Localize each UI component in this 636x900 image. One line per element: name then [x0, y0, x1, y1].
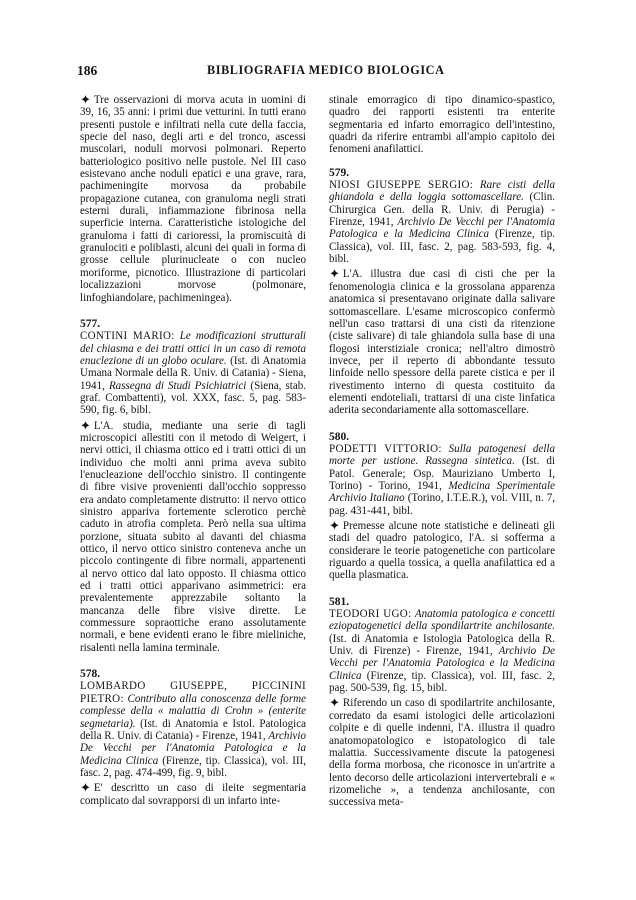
journal-title: Archivio De Vecchi per l'Anatomia Patologica e la Medicina Clinica — [329, 645, 556, 682]
abstract — [329, 697, 555, 808]
four-pointed-star-icon: ✦ — [80, 780, 91, 796]
page-number: 186 — [77, 63, 98, 78]
entry-579 — [329, 167, 555, 417]
citation-details: (Ist. di Anatomia Umana Normale della R. Univ. di Catania) - Siena, 1941, — [80, 354, 307, 392]
four-pointed-star-icon: ✦ — [80, 417, 91, 433]
abstract-text: Tre osservazioni di morva acuta in uomini di 39, 16, 35 anni: i primi due vetturini. In tutti erano presenti pustole e infiltrati nella cute della faccia, specie del naso, degli arti e del tronco, ascessi muscolari, noduli morvosi polmonari. Reperto batteriologico positivo nelle pustole. Nel III caso esistevano anche noduli epatici e una grave, rara, pachimeningite morvosa da probabile propagazione cutanea, con granuloma negli strati esterni durali, infiammazione fibrinosa nella superficie interna. Caratteristiche istologiche del granuloma i fatti di carioressi, la promiscuità di granulociti e poliblasti, alcuni dei quali in forma di grosse cellule plurinucleate o con nucleo moriforme, picnotico. Illustrazione di particolari localizzazioni morvose (polmonare, linfoghiandolare, pachimeningea). — [80, 94, 306, 304]
citation-details: (Ist. di Anatomia e Istologia Patologica della R. Univ. di Firenze) - Firenze, 1941, — [329, 632, 555, 658]
entry-number: 578. — [80, 668, 101, 681]
running-title: BIBLIOGRAFIA MEDICO BIOLOGICA — [207, 63, 445, 77]
abstract-text: Riferendo un caso di spodilartrite anchilosante, corredato da esami istologici delle articolazioni colpite e di quelle indenni, l'A. illustra il quadro anatomopatologico e istopatologico di tale malattia. Successivamente discute la patogenesi della forma morbosa, che riconosce in un'artrite a lento decorso delle articolazioni intervertebrali e « rizomeliche », a tendenza anchilosante, con successiva meta- — [329, 697, 555, 809]
citation-details: (Ist. di Patol. Generale; Osp. Mauriziano Umberto I, Torino) - Torino, 1941, — [329, 455, 556, 492]
entry-578 — [80, 668, 306, 807]
entry-number: 580. — [329, 430, 350, 443]
citation-details: (Clin. Chirurgica Gen. della R. Univ. di Perugia) - Firenze, 1941, — [329, 191, 555, 229]
page-header — [77, 63, 558, 81]
right-column — [329, 94, 555, 809]
citation — [329, 608, 555, 694]
article-title: Contributo alla conoscenza delle forme complesse della « malattia di Crohn » (enterite segmetaria). — [80, 692, 307, 730]
citation — [329, 443, 555, 517]
author: PODETTI VITTORIO: — [329, 442, 442, 455]
entry-number: 579. — [329, 166, 350, 179]
citation — [329, 179, 555, 265]
four-pointed-star-icon: ✦ — [80, 92, 91, 107]
author: CONTINI MARIO: — [80, 330, 175, 343]
abstract — [80, 417, 306, 655]
abstract — [329, 268, 555, 416]
journal-title: Medicina Sperimentale Archivio Italiano — [329, 479, 555, 505]
publication-details: (Firenze, tip. Classica), vol. III, fasc. 2, pag. 474-499, fig. 9, bibl. — [80, 754, 307, 779]
author: NIOSI GIUSEPPE SERGIO: — [329, 179, 474, 192]
citation — [80, 680, 306, 779]
article-title: Le modificazioni strutturali del chiasma e dei tratti ottici in un caso di remota enuclezione di un globo oculare. — [80, 330, 306, 367]
entry-581 — [329, 596, 555, 809]
abstract-text: E' descritto un caso di ileite segmentaria complicato dal sovrapporsi di un infarto inte- — [80, 782, 306, 807]
citation — [80, 330, 306, 416]
article-title: Rare cisti della ghiandola e della loggia sottomascellare. — [329, 179, 556, 204]
left-column — [80, 94, 306, 807]
entry-577 — [80, 318, 306, 654]
entry-number: 581. — [329, 595, 350, 608]
four-pointed-star-icon: ✦ — [329, 266, 340, 282]
publication-details: (Firenze, tip. Classica), vol. III, fasc. 2, pag. 500-539, fig. 15, bibl. — [329, 669, 555, 695]
publication-details: (Torino, I.T.E.R.), vol. VIII, n. 7, pag. 431-441, bibl. — [329, 492, 555, 517]
continued-abstract — [80, 94, 306, 304]
author: TEODORI UGO: — [329, 608, 412, 621]
article-title: Sulla patogenesi della morte per ustione. Rassegna sintetica. — [329, 442, 555, 468]
journal-title: Rassegna di Studi Psichiatrici — [108, 379, 247, 392]
abstract-text: L'A. illustra due casi di cisti che per la fenomenologia clinica e la grossolana apparenza anatomica si presentavano originate dalla salivare sottomascellare. L'esame microscopico confermò nell'un caso trattarsi di una cisti da ritenzione (ciste salivare) di tale ghiandola sulla base di una flogosi interstiziale cronica; nell'altro dimostrò invece, per il reperto di abbondante tessuto linfoide nello spessore della parete cistica e per il rivestimento interno di questa costituito da elementi endoteliali, trattarsi di una ciste linfatica aderita secondariamente alla sottomascellare. — [329, 268, 555, 417]
publication-details: (Firenze, tip. Classica), vol. III, fasc. 2, pag. 583-593, fig. 4, bibl. — [329, 228, 555, 266]
publication-details: (Siena, stab. graf. Combattenti), vol. XXX, fasc. 5, pag. 583-590, fig. 6, bibl. — [80, 379, 307, 417]
journal-title: Archivio De Vecchi per l'Anatomia Patologica e la Medicina Clinica — [329, 216, 556, 241]
journal-title: Archivio De Vecchi per l'Anatomia Patologica e la Medicina Clinica — [80, 729, 307, 767]
four-pointed-star-icon: ✦ — [329, 518, 340, 533]
abstract-text: Premesse alcune note statistiche e delineati gli stadi del quadro patologico, l'A. si sofferma a considerare le teorie patogenetiche con particolare riguardo a quella tossica, a quella anafilattica ed a quella plasmatica. — [329, 520, 555, 582]
abstract — [80, 782, 306, 807]
entry-580 — [329, 431, 555, 582]
abstract-text: L'A. studia, mediante una serie di tagli microscopici allestiti con il metodo di Weigert, i nervi ottici, il chiasma ottico ed i tratti ottici di un individuo che molti anni prima aveva subito l'enucleazione dell'occhio sinistro. Il contingente di fibre visive provenienti dall'occhio soppresso era andato completamente distrutto: il nervo ottico sinistro appariva fortemente sclerotico perchè caduto in atrofia completa. Però nella sua ultima porzione, situata subito al davanti del chiasma ottico, il nervo ottico sinistro conteneva anche un piccolo contingente di fibre normali, appartenenti al nervo ottico dal lato opposto. Il chiasma ottico ed i tratti ottici apparivano asimmetrici: era prevalentemente apprezzabile soltanto la mancanza delle fibre visive dirette. Le commessure sopraottiche erano assolutamente normali, e bene evidenti erano le fibre mieliniche, risalenti nella lamina terminale. — [80, 419, 306, 654]
citation-details: (Ist. di Anatomia e Istol. Patologica della R. Univ. di Catania) - Firenze, 1941, — [80, 717, 307, 742]
article-title: Anatomia patologica e concetti eziopatogenetici della spondilartrite anchilosante. — [329, 608, 555, 633]
entry-number: 577. — [80, 317, 101, 330]
abstract — [329, 520, 555, 582]
author: LOMBARDO GIUSEPPE, PICCININI PIETRO: — [80, 680, 306, 705]
continued-abstract: stinale emorragico di tipo dinamico-spastico, quadro dei rapporti esistenti tra enterite segmentaria ed infarto emorragico dell'intestino, quadri da riferire entrambi all'ampio capitolo dei fenomeni anafilattici. — [329, 94, 555, 156]
four-pointed-star-icon: ✦ — [329, 695, 340, 711]
